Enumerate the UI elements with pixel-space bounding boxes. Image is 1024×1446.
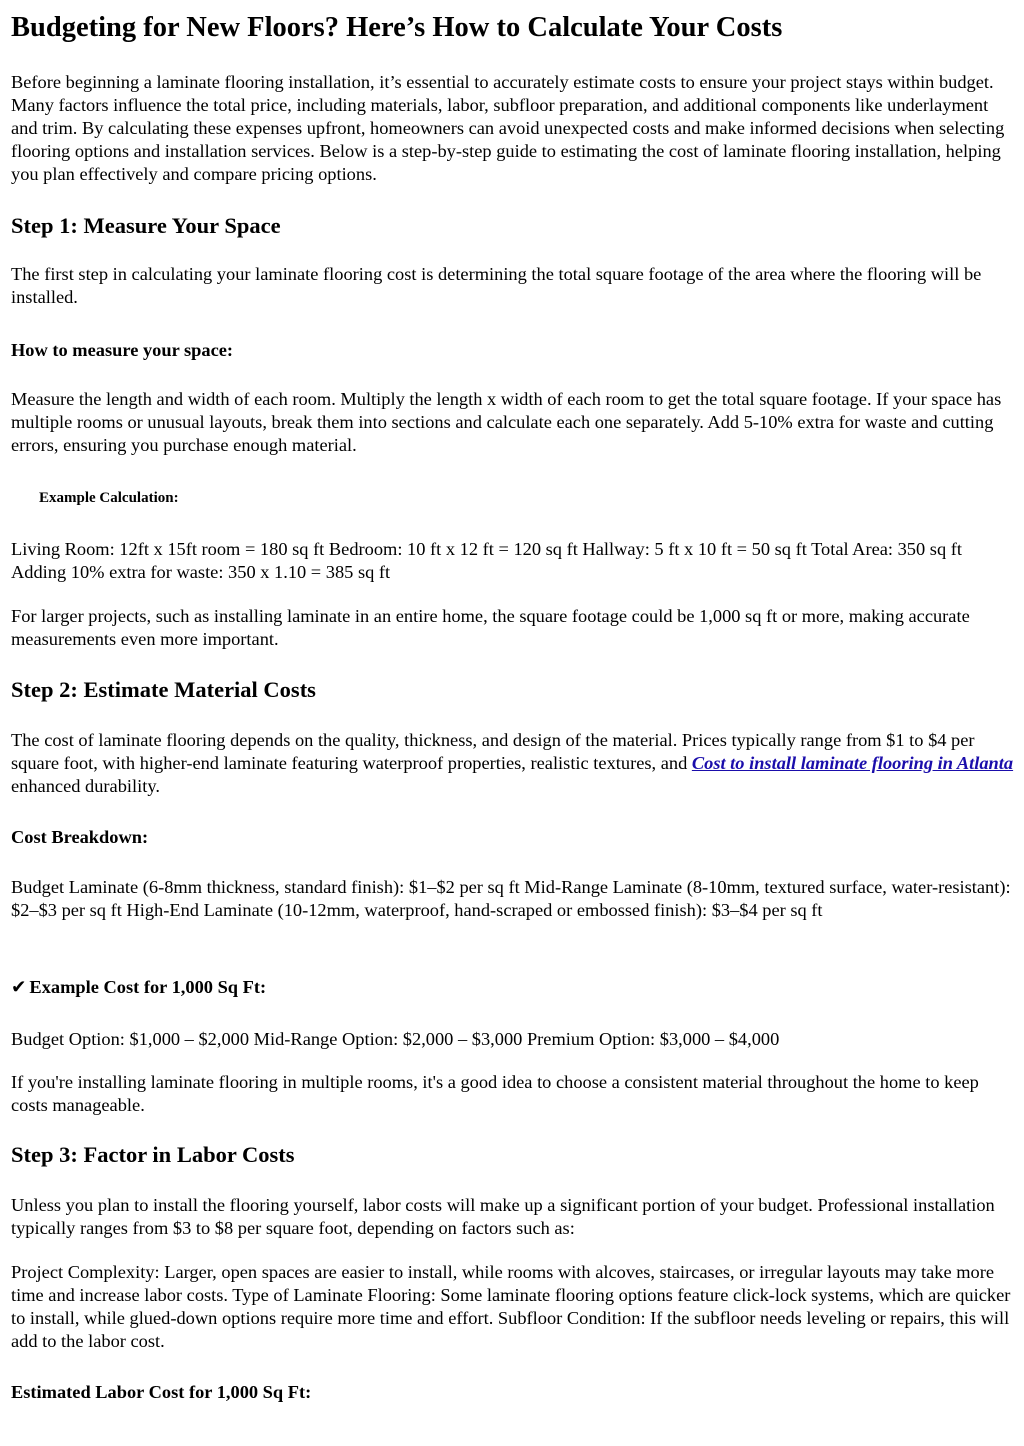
page-title: Budgeting for New Floors? Here’s How to Calculate Your Costs — [11, 12, 783, 43]
example-calculation-heading: Example Calculation: — [39, 490, 179, 506]
example-cost-paragraph: Budget Option: $1,000 – $2,000 Mid-Range Option: $2,000 – $3,000 Premium Option: $3,000 – $4,000 — [11, 1029, 780, 1049]
step2-paragraph-text-after: enhanced durability. — [11, 776, 160, 796]
step2-paragraph-text-before: The cost of laminate flooring depends on the quality, thickness, and design of the material. Prices typically range from $1 to $4 per square foot, with higher-end laminate featuring waterproof properties, realistic textures, and — [11, 730, 975, 773]
intro-paragraph: Before beginning a laminate flooring installation, it’s essential to accurately estimate costs to ensure your project stays within budget. Many factors influence the total price, including materials, labor, subfloor preparation, and additional components like underlayment and trim. By calculating these expenses upfront, homeowners can avoid unexpected costs and make informed decisions when selecting flooring options and installation services. Below is a step-by-step guide to estimating the cost of laminate flooring installation, helping you plan effectively and compare pricing options. — [11, 72, 1005, 184]
step3-heading: Step 3: Factor in Labor Costs — [11, 1142, 295, 1167]
multiple-rooms-paragraph: If you're installing laminate flooring in multiple rooms, it's a good idea to choose a consistent material throughout the home to keep costs manageable. — [11, 1072, 979, 1115]
step2-heading: Step 2: Estimate Material Costs — [11, 677, 316, 702]
step2-paragraph — [11, 729, 1016, 798]
example-calculation-paragraph: Living Room: 12ft x 15ft room = 180 sq ft Bedroom: 10 ft x 12 ft = 120 sq ft Hallway: 5 ft x 10 ft = 50 sq ft Total Area: 350 sq ft Adding 10% extra for waste: 350 x 1.10 = 385 sq ft — [11, 539, 962, 582]
larger-projects-paragraph: For larger projects, such as installing laminate in an entire home, the square footage could be 1,000 sq ft or more, making accurate measurements even more important. — [11, 606, 970, 649]
example-cost-heading — [11, 976, 1016, 999]
step1-heading: Step 1: Measure Your Space — [11, 213, 281, 238]
cost-to-install-laminate-link[interactable]: Cost to install laminate flooring in Atlanta — [691, 753, 1014, 773]
step3-paragraph: Unless you plan to install the flooring yourself, labor costs will make up a significant portion of your budget. Professional installation typically ranges from $3 to $8 per square foot, depending on factors such as: — [11, 1195, 995, 1238]
measure-subheading: How to measure your space: — [11, 340, 234, 360]
cost-breakdown-paragraph: Budget Laminate (6-8mm thickness, standard finish): $1–$2 per sq ft Mid-Range Laminate (8-10mm, textured surface, water-resistant): $2–$3 per sq ft High-End Laminate (10-12mm, waterproof, hand-scraped or embossed finish): $3–$4 per sq ft — [11, 877, 1011, 920]
example-cost-heading-text: Example Cost for 1,000 Sq Ft: — [29, 977, 267, 997]
labor-cost-heading: Estimated Labor Cost for 1,000 Sq Ft: — [11, 1382, 312, 1402]
labor-factors-paragraph: Project Complexity: Larger, open spaces are easier to install, while rooms with alcoves, staircases, or irregular layouts may take more time and increase labor costs. Type of Laminate Flooring: Some laminate flooring options feature click-lock systems, which are quicker to install, while glued-down options require more time and effort. Subfloor Condition: If the subfloor needs leveling or repairs, this will add to the labor cost. — [11, 1262, 1011, 1351]
step1-paragraph: The first step in calculating your laminate flooring cost is determining the total square footage of the area where the flooring will be installed. — [11, 264, 982, 307]
cost-breakdown-heading: Cost Breakdown: — [11, 827, 149, 847]
check-icon: ✔ — [11, 977, 27, 998]
measure-paragraph: Measure the length and width of each room. Multiply the length x width of each room to get the total square footage. If your space has multiple rooms or unusual layouts, break them into sections and calculate each one separately. Add 5-10% extra for waste and cutting errors, ensuring you purchase enough material. — [11, 389, 1002, 455]
